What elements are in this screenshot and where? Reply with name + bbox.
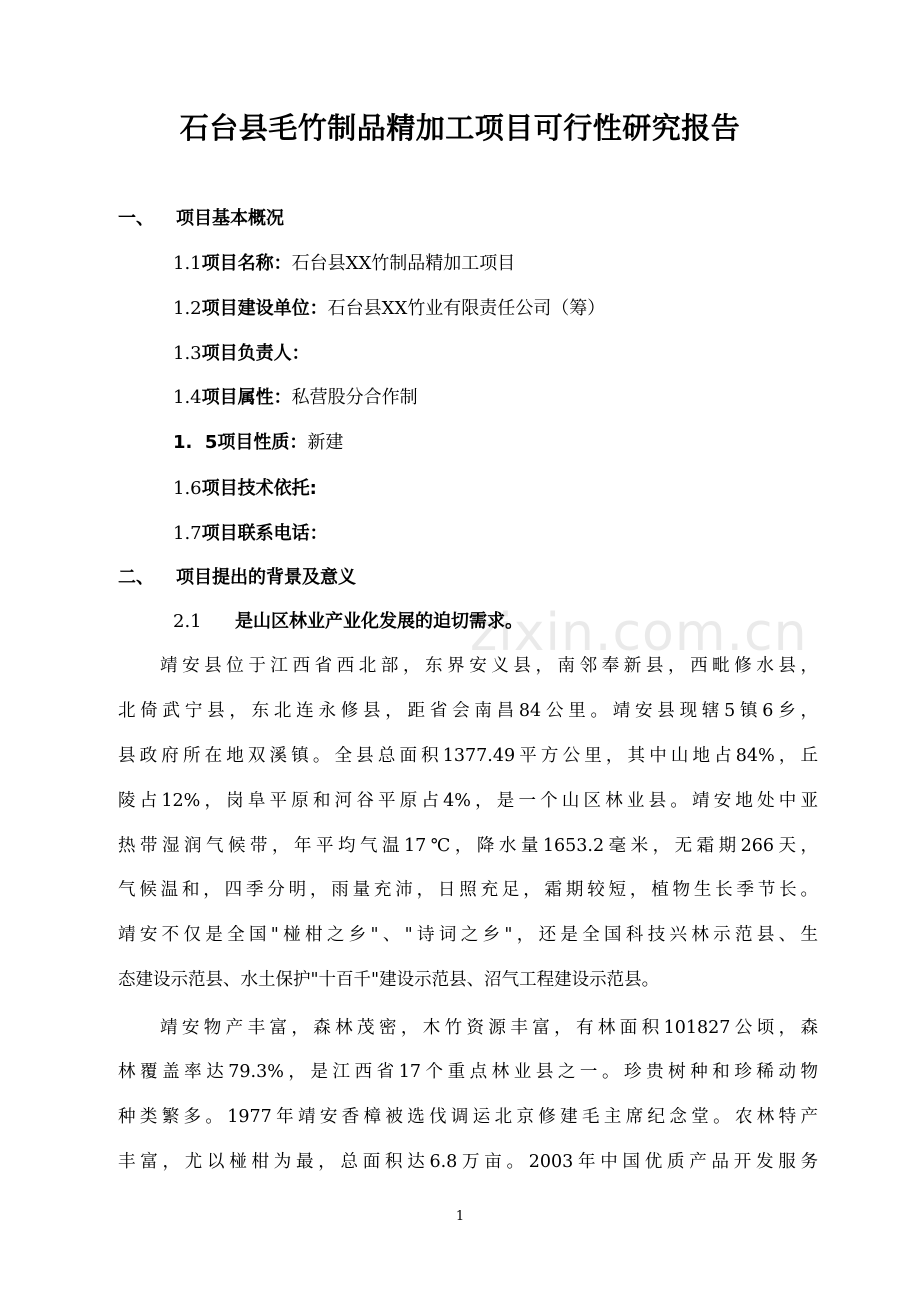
item-construction-unit: [173, 296, 605, 322]
item-number: 1.1: [173, 253, 202, 274]
item-label: 项目联系电话：: [201, 523, 328, 544]
section-heading-2: [118, 565, 356, 591]
item-contact-phone: [173, 521, 328, 547]
item-technical-support: [173, 476, 317, 502]
section-heading-1: [118, 206, 284, 232]
item-project-nature: [173, 430, 343, 456]
item-label: 项目技术依托:: [201, 478, 317, 499]
paragraph-1-line: 气候温和，四季分明，雨量充沛，日照充足，霜期较短，植物生长季节长。: [118, 880, 818, 900]
subsection-heading: [173, 609, 523, 635]
document-title: 石台县毛竹制品精加工项目可行性研究报告: [179, 111, 741, 145]
paragraph-2-line: 丰富，尤以椪柑为最，总面积达6.8万亩。2003年中国优质产品开发服务: [118, 1152, 818, 1172]
item-number: 1.6: [173, 478, 202, 499]
paragraph-1-line: 态建设示范县、水土保护"十百千"建设示范县、沼气工程建设示范县。: [118, 970, 660, 990]
item-value: 石台县XX竹业有限责任公司（筹）: [327, 298, 606, 319]
paragraph-1-line: 陵占12%，岗阜平原和河谷平原占4%，是一个山区林业县。靖安地处中亚: [118, 791, 818, 811]
paragraph-1-line: 县政府所在地双溪镇。全县总面积1377.49平方公里，其中山地占84%，丘: [118, 746, 818, 766]
paragraph-2-line: 种类繁多。1977年靖安香樟被选伐调运北京修建毛主席纪念堂。农林特产: [118, 1107, 818, 1127]
subsection-title: 是山区林业产业化发展的迫切需求。: [235, 611, 523, 632]
subsection-number: 2.1: [173, 611, 202, 632]
item-value: 新建: [307, 432, 344, 453]
item-number: 1.4: [173, 387, 202, 408]
item-value: 私营股分合作制: [291, 387, 418, 408]
item-project-attribute: [173, 385, 418, 411]
item-number: 1.3: [173, 343, 202, 364]
paragraph-1-line: 靖安不仅是全国"椪柑之乡"、"诗词之乡"，还是全国科技兴林示范县、生: [118, 925, 818, 945]
paragraph-1-line: 北倚武宁县，东北连永修县，距省会南昌84公里。靖安县现辖5镇6乡，: [118, 701, 818, 721]
paragraph-2-line: 靖安物产丰富，森林茂密，木竹资源丰富，有林面积101827公顷，森: [160, 1018, 818, 1038]
section-number: 一、: [118, 208, 154, 229]
paragraph-2-line: 林覆盖率达79.3%，是江西省17个重点林业县之一。珍贵树种和珍稀动物: [118, 1062, 818, 1082]
paragraph-1-line: 靖安县位于江西省西北部，东界安义县，南邻奉新县，西毗修水县，: [160, 656, 818, 676]
section-title: 项目基本概况: [176, 208, 284, 229]
item-number: 1.7: [173, 523, 202, 544]
item-label: 项目建设单位：: [201, 298, 328, 319]
section-title: 项目提出的背景及意义: [176, 567, 356, 588]
page-number: 1: [455, 1209, 465, 1224]
item-project-leader: [173, 341, 310, 367]
item-number: 1. 5: [173, 432, 218, 453]
item-project-name: [173, 251, 515, 277]
item-label: 项目性质：: [217, 432, 308, 453]
item-number: 1.2: [173, 298, 202, 319]
paragraph-1-line: 热带湿润气候带，年平均气温17℃，降水量1653.2毫米，无霜期266天，: [118, 836, 818, 856]
item-label: 项目负责人：: [201, 343, 310, 364]
section-number: 二、: [118, 567, 154, 588]
item-label: 项目名称：: [201, 253, 292, 274]
item-label: 项目属性：: [201, 387, 292, 408]
watermark: zixin.com.cn: [470, 603, 808, 663]
item-value: 石台县XX竹制品精加工项目: [291, 253, 516, 274]
